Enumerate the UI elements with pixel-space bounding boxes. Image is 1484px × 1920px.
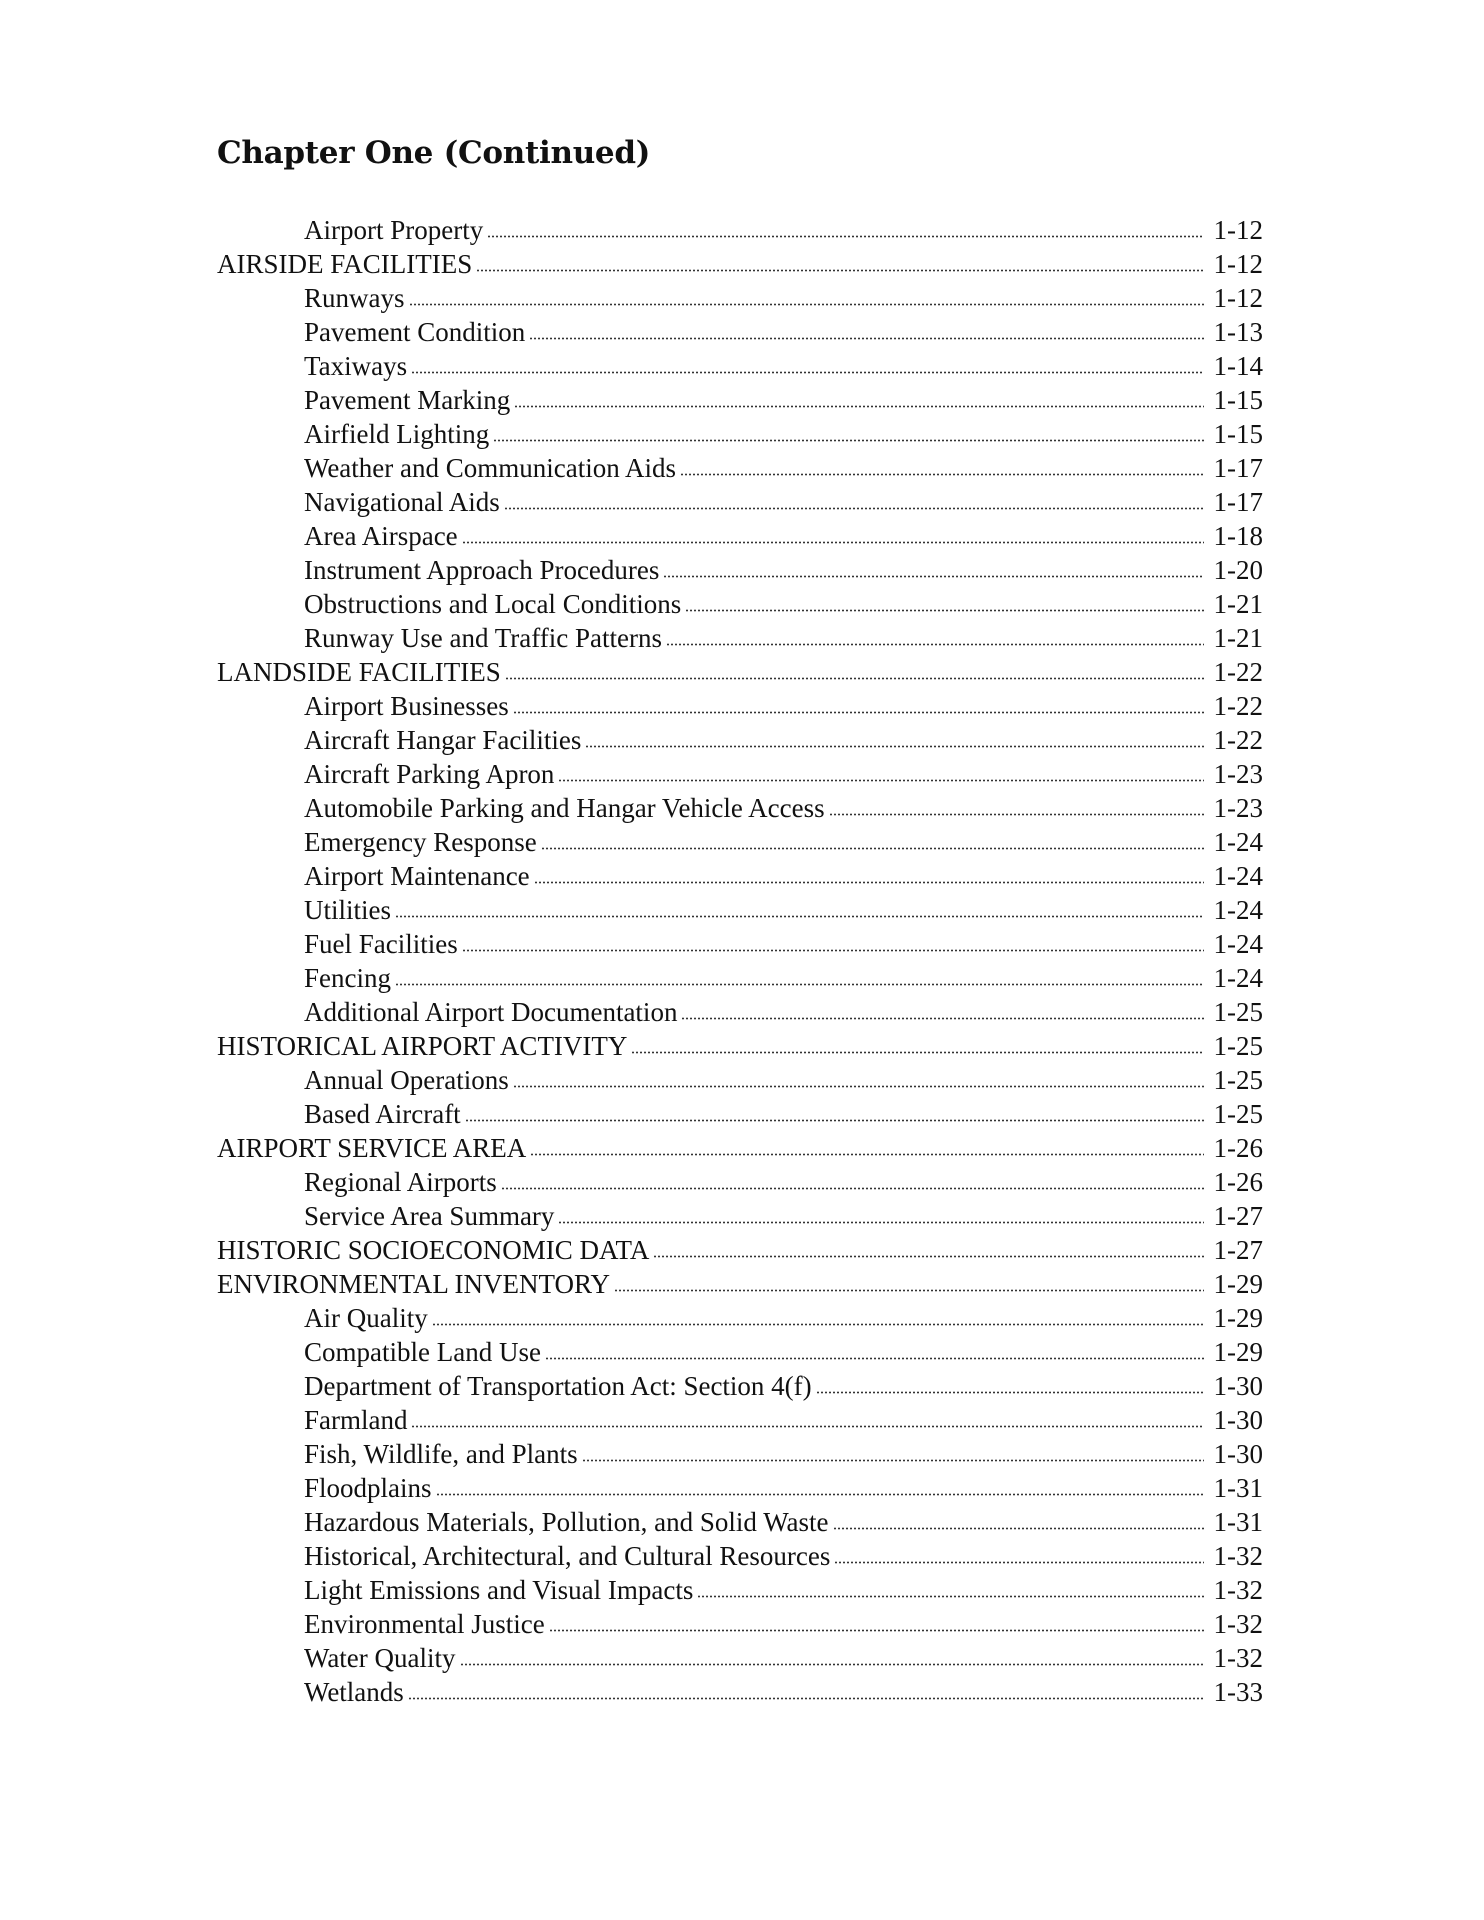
toc-subsection-entry xyxy=(217,825,1263,859)
toc-entry-label: Light Emissions and Visual Impacts xyxy=(304,1575,694,1605)
toc-entry-label: Fencing xyxy=(304,963,391,993)
toc-entry-page-number: 1-25 xyxy=(1213,1031,1263,1061)
toc-entry-page-number: 1-13 xyxy=(1213,317,1263,347)
toc-entry-label: Based Aircraft xyxy=(304,1099,461,1129)
toc-dot-leader xyxy=(501,1187,1204,1190)
toc-subsection-entry xyxy=(217,1369,1263,1403)
toc-entry-page-number: 1-27 xyxy=(1213,1201,1263,1231)
toc-entry-page-number: 1-31 xyxy=(1213,1473,1263,1503)
toc-entry-label: Annual Operations xyxy=(304,1065,509,1095)
toc-dot-leader xyxy=(529,337,1204,340)
toc-subsection-entry xyxy=(217,723,1263,757)
toc-entry-label: Emergency Response xyxy=(304,827,537,857)
toc-subsection-entry xyxy=(217,791,1263,825)
toc-subsection-entry xyxy=(217,1063,1263,1097)
toc-subsection-entry xyxy=(217,1641,1263,1675)
toc-entry-page-number: 1-22 xyxy=(1213,657,1263,687)
toc-dot-leader xyxy=(834,1561,1204,1564)
toc-dot-leader xyxy=(816,1391,1204,1394)
toc-dot-leader xyxy=(681,1017,1204,1020)
toc-subsection-entry xyxy=(217,519,1263,553)
toc-subsection-entry xyxy=(217,1199,1263,1233)
toc-subsection-entry xyxy=(217,1335,1263,1369)
toc-entry-page-number: 1-22 xyxy=(1213,725,1263,755)
toc-subsection-entry xyxy=(217,587,1263,621)
toc-subsection-entry xyxy=(217,417,1263,451)
toc-dot-leader xyxy=(408,1697,1204,1700)
toc-dot-leader xyxy=(513,711,1204,714)
toc-dot-leader xyxy=(462,949,1204,952)
toc-entry-page-number: 1-32 xyxy=(1213,1575,1263,1605)
toc-entry-page-number: 1-21 xyxy=(1213,623,1263,653)
toc-entry-page-number: 1-18 xyxy=(1213,521,1263,551)
toc-subsection-entry xyxy=(217,349,1263,383)
toc-dot-leader xyxy=(432,1323,1204,1326)
toc-dot-leader xyxy=(614,1289,1204,1292)
toc-entry-label: Navigational Aids xyxy=(304,487,500,517)
toc-entry-page-number: 1-20 xyxy=(1213,555,1263,585)
toc-dot-leader xyxy=(513,1085,1204,1088)
toc-dot-leader xyxy=(476,269,1204,272)
toc-subsection-entry xyxy=(217,315,1263,349)
toc-dot-leader xyxy=(409,303,1205,306)
toc-entry-page-number: 1-23 xyxy=(1213,793,1263,823)
toc-dot-leader xyxy=(460,1663,1204,1666)
toc-dot-leader xyxy=(462,541,1204,544)
toc-entry-page-number: 1-29 xyxy=(1213,1303,1263,1333)
toc-dot-leader xyxy=(541,847,1204,850)
toc-subsection-entry xyxy=(217,1471,1263,1505)
toc-subsection-entry xyxy=(217,553,1263,587)
toc-entry-page-number: 1-25 xyxy=(1213,1099,1263,1129)
toc-entry-label: Department of Transportation Act: Section 4(f) xyxy=(304,1371,812,1401)
toc-entry-label: Hazardous Materials, Pollution, and Solid Waste xyxy=(304,1507,829,1537)
toc-subsection-entry xyxy=(217,1505,1263,1539)
toc-entry-label: Regional Airports xyxy=(304,1167,497,1197)
toc-subsection-entry xyxy=(217,893,1263,927)
toc-dot-leader xyxy=(585,745,1204,748)
toc-subsection-entry xyxy=(217,1403,1263,1437)
toc-entry-label: Compatible Land Use xyxy=(304,1337,541,1367)
toc-entry-label: Obstructions and Local Conditions xyxy=(304,589,682,619)
toc-subsection-entry xyxy=(217,927,1263,961)
toc-entry-page-number: 1-24 xyxy=(1213,861,1263,891)
toc-entry-page-number: 1-31 xyxy=(1213,1507,1263,1537)
toc-entry-label: LANDSIDE FACILITIES xyxy=(217,657,501,687)
toc-entry-page-number: 1-25 xyxy=(1213,997,1263,1027)
toc-entry-label: Aircraft Parking Apron xyxy=(304,759,555,789)
toc-entry-page-number: 1-17 xyxy=(1213,487,1263,517)
toc-subsection-entry xyxy=(217,1573,1263,1607)
toc-entry-page-number: 1-26 xyxy=(1213,1167,1263,1197)
toc-dot-leader xyxy=(697,1595,1204,1598)
toc-dot-leader xyxy=(504,507,1204,510)
table-of-contents xyxy=(217,213,1263,1709)
toc-entry-label: Taxiways xyxy=(304,351,408,381)
toc-entry-label: Floodplains xyxy=(304,1473,432,1503)
toc-entry-label: Aircraft Hangar Facilities xyxy=(304,725,582,755)
toc-entry-label: Fish, Wildlife, and Plants xyxy=(304,1439,578,1469)
toc-section-entry xyxy=(217,655,1263,689)
toc-subsection-entry xyxy=(217,1675,1263,1709)
toc-subsection-entry xyxy=(217,689,1263,723)
toc-section-entry xyxy=(217,247,1263,281)
toc-entry-page-number: 1-29 xyxy=(1213,1269,1263,1299)
toc-dot-leader xyxy=(465,1119,1204,1122)
toc-entry-page-number: 1-30 xyxy=(1213,1405,1263,1435)
toc-subsection-entry xyxy=(217,281,1263,315)
toc-entry-label: Service Area Summary xyxy=(304,1201,555,1231)
toc-dot-leader xyxy=(395,983,1204,986)
toc-dot-leader xyxy=(549,1629,1204,1632)
toc-entry-page-number: 1-30 xyxy=(1213,1371,1263,1401)
toc-entry-page-number: 1-17 xyxy=(1213,453,1263,483)
toc-entry-label: HISTORIC SOCIOECONOMIC DATA xyxy=(217,1235,650,1265)
toc-entry-page-number: 1-15 xyxy=(1213,419,1263,449)
toc-entry-label: Historical, Architectural, and Cultural Resources xyxy=(304,1541,831,1571)
toc-entry-label: Automobile Parking and Hangar Vehicle Access xyxy=(304,793,825,823)
toc-entry-page-number: 1-14 xyxy=(1213,351,1263,381)
toc-section-entry xyxy=(217,1131,1263,1165)
toc-entry-page-number: 1-33 xyxy=(1213,1677,1263,1707)
toc-subsection-entry xyxy=(217,1539,1263,1573)
toc-entry-label: AIRPORT SERVICE AREA xyxy=(217,1133,527,1163)
toc-entry-label: Water Quality xyxy=(304,1643,456,1673)
toc-dot-leader xyxy=(534,881,1204,884)
toc-dot-leader xyxy=(666,643,1204,646)
toc-entry-label: Environmental Justice xyxy=(304,1609,545,1639)
toc-dot-leader xyxy=(829,813,1204,816)
toc-subsection-entry xyxy=(217,213,1263,247)
toc-dot-leader xyxy=(487,235,1204,238)
toc-dot-leader xyxy=(631,1051,1204,1054)
toc-entry-label: Runway Use and Traffic Patterns xyxy=(304,623,662,653)
toc-entry-page-number: 1-12 xyxy=(1213,215,1263,245)
toc-entry-page-number: 1-30 xyxy=(1213,1439,1263,1469)
toc-entry-page-number: 1-24 xyxy=(1213,895,1263,925)
toc-entry-page-number: 1-32 xyxy=(1213,1541,1263,1571)
toc-dot-leader xyxy=(545,1357,1204,1360)
toc-entry-label: Fuel Facilities xyxy=(304,929,458,959)
toc-entry-label: Additional Airport Documentation xyxy=(304,997,678,1027)
toc-entry-label: Area Airspace xyxy=(304,521,458,551)
toc-dot-leader xyxy=(411,1425,1204,1428)
toc-entry-page-number: 1-12 xyxy=(1213,283,1263,313)
toc-entry-label: Air Quality xyxy=(304,1303,428,1333)
toc-entry-label: ENVIRONMENTAL INVENTORY xyxy=(217,1269,611,1299)
toc-dot-leader xyxy=(505,677,1204,680)
toc-entry-page-number: 1-27 xyxy=(1213,1235,1263,1265)
toc-subsection-entry xyxy=(217,1097,1263,1131)
toc-subsection-entry xyxy=(217,1437,1263,1471)
toc-section-entry xyxy=(217,1267,1263,1301)
toc-entry-label: Utilities xyxy=(304,895,391,925)
chapter-title: Chapter One (Continued) xyxy=(217,135,651,171)
toc-dot-leader xyxy=(493,439,1204,442)
toc-subsection-entry xyxy=(217,1607,1263,1641)
toc-entry-page-number: 1-29 xyxy=(1213,1337,1263,1367)
toc-entry-page-number: 1-32 xyxy=(1213,1609,1263,1639)
toc-dot-leader xyxy=(833,1527,1205,1530)
toc-dot-leader xyxy=(558,1221,1204,1224)
toc-subsection-entry xyxy=(217,383,1263,417)
toc-subsection-entry xyxy=(217,485,1263,519)
toc-subsection-entry xyxy=(217,961,1263,995)
toc-subsection-entry xyxy=(217,757,1263,791)
toc-entry-label: Wetlands xyxy=(304,1677,404,1707)
toc-entry-page-number: 1-24 xyxy=(1213,827,1263,857)
toc-entry-page-number: 1-32 xyxy=(1213,1643,1263,1673)
toc-section-entry xyxy=(217,1029,1263,1063)
toc-entry-page-number: 1-21 xyxy=(1213,589,1263,619)
toc-subsection-entry xyxy=(217,451,1263,485)
toc-entry-label: Farmland xyxy=(304,1405,408,1435)
toc-entry-label: HISTORICAL AIRPORT ACTIVITY xyxy=(217,1031,628,1061)
toc-entry-label: Airport Businesses xyxy=(304,691,509,721)
toc-subsection-entry xyxy=(217,621,1263,655)
toc-subsection-entry xyxy=(217,995,1263,1029)
toc-entry-page-number: 1-24 xyxy=(1213,929,1263,959)
toc-entry-label: Weather and Communication Aids xyxy=(304,453,677,483)
toc-section-entry xyxy=(217,1233,1263,1267)
toc-subsection-entry xyxy=(217,1165,1263,1199)
toc-entry-page-number: 1-24 xyxy=(1213,963,1263,993)
toc-entry-page-number: 1-22 xyxy=(1213,691,1263,721)
toc-entry-page-number: 1-25 xyxy=(1213,1065,1263,1095)
toc-entry-label: Pavement Marking xyxy=(304,385,511,415)
toc-dot-leader xyxy=(685,609,1204,612)
toc-dot-leader xyxy=(558,779,1204,782)
toc-entry-label: Airfield Lighting xyxy=(304,419,490,449)
toc-dot-leader xyxy=(436,1493,1204,1496)
toc-subsection-entry xyxy=(217,859,1263,893)
toc-entry-page-number: 1-12 xyxy=(1213,249,1263,279)
toc-dot-leader xyxy=(653,1255,1204,1258)
toc-dot-leader xyxy=(663,575,1204,578)
toc-dot-leader xyxy=(514,405,1204,408)
toc-dot-leader xyxy=(395,915,1204,918)
toc-dot-leader xyxy=(582,1459,1204,1462)
toc-dot-leader xyxy=(530,1153,1204,1156)
toc-entry-page-number: 1-26 xyxy=(1213,1133,1263,1163)
toc-entry-page-number: 1-23 xyxy=(1213,759,1263,789)
toc-entry-label: Airport Maintenance xyxy=(304,861,530,891)
toc-subsection-entry xyxy=(217,1301,1263,1335)
toc-entry-label: Airport Property xyxy=(304,215,484,245)
toc-dot-leader xyxy=(411,371,1204,374)
toc-entry-label: Runways xyxy=(304,283,405,313)
toc-entry-page-number: 1-15 xyxy=(1213,385,1263,415)
toc-entry-label: Instrument Approach Procedures xyxy=(304,555,660,585)
toc-entry-label: AIRSIDE FACILITIES xyxy=(217,249,473,279)
toc-dot-leader xyxy=(680,473,1204,476)
toc-entry-label: Pavement Condition xyxy=(304,317,526,347)
